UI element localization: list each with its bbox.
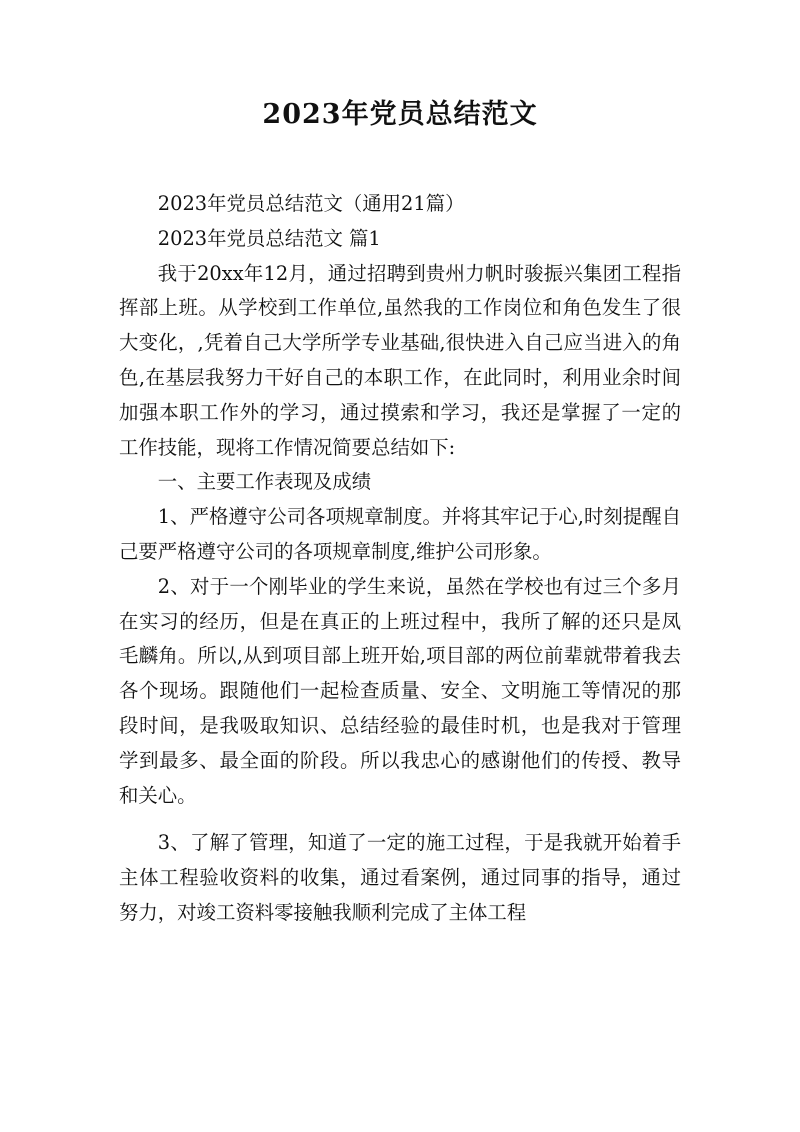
document-title: 2023年党员总结范文	[262, 99, 538, 130]
body-paragraph: 3、了解了管理，知道了一定的施工过程，于是我就开始着手主体工程验收资料的收集，通过看案例，通过同事的指导，通过努力，对竣工资料零接触我顺利完成了主体工程	[119, 831, 681, 924]
body-paragraph: 2、对于一个刚毕业的学生来说，虽然在学校也有过三个多月在实习的经历，但是在真正的上班过程中，我所了解的还只是凤毛麟角。所以,从到项目部上班开始,项目部的两位前辈就带着我去各个现场。跟随他们一起检查质量、安全、文明施工等情况的那段时间，是我吸取知识、总结经验的最佳时机，也是我对于管理学到最多、最全面的阶段。所以我忠心的感谢他们的传授、教导和关心。	[119, 574, 681, 807]
body-paragraph: 1、严格遵守公司各项规章制度。并将其牢记于心,时刻提醒自己要严格遵守公司的各项规章制度,维护公司形象。	[119, 505, 681, 563]
document-body	[119, 187, 681, 931]
section-heading: 2023年党员总结范文 篇1	[157, 226, 381, 250]
section-heading: 一、主要工作表现及成绩	[157, 470, 372, 494]
body-paragraph: 我于20xx年12月，通过招聘到贵州力帆时骏振兴集团工程指挥部上班。从学校到工作单位,虽然我的工作岗位和角色发生了很大变化，,凭着自己大学所学专业基础,很快进入自己应当进入的角色,在基层我努力干好自己的本职工作，在此同时，利用业余时间加强本职工作外的学习，通过摸索和学习，我还是掌握了一定的工作技能，现将工作情况简要总结如下:	[119, 261, 681, 459]
subtitle-paragraph: 2023年党员总结范文（通用21篇）	[157, 192, 465, 215]
